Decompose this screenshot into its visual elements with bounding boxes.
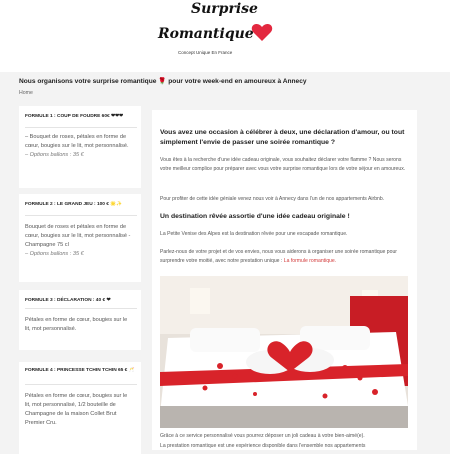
logo-text-line1: Surprise	[191, 1, 258, 17]
divider	[25, 308, 137, 309]
main-content	[152, 110, 417, 450]
formula-card-2	[19, 194, 141, 282]
intro-paragraph: Vous êtes à la recherche d'une idée cadeau originale, vous souhaitez déclarer votre flamme ? Nous serons votre meilleur complice pour préparer avec vous votre surprise romantique lors de votre séjour en amoureux.	[160, 157, 406, 172]
formula-2-description	[25, 223, 133, 259]
logo-text-line2: Romantique	[158, 26, 254, 42]
formule-romantique-link[interactable]: La formule romantique.	[283, 258, 337, 264]
formula-4-text: Pétales en forme de cœur, bougies sur le lit, mot personnalisé, 1/2 bouteille de Champagne de la maison Collet Brut Premier Cru.	[25, 393, 128, 426]
formula-2-option: – Options ballons : 35 €	[25, 251, 84, 257]
formula-4-title: FORMULE 4 : PRINCESSE TCHIN TCHIN 65 € 🥂	[25, 368, 135, 373]
formula-3-description	[25, 316, 133, 334]
formula-3-text: Pétales en forme de cœur, bougies sur le lit, mot personnalisé.	[25, 317, 128, 332]
formula-2-text: Bouquet de roses et pétales en forme de cœur, bougies sur le lit, mot personnalisé - Champagne 75 cl	[25, 224, 131, 248]
site-header	[0, 0, 450, 72]
divider	[25, 127, 137, 128]
formula-1-description	[25, 133, 133, 160]
annecy-paragraph: Pour profiter de cette idée géniale venez nous voir à Annecy dans l'un de nos appartements Airbnb.	[160, 196, 385, 202]
divider	[25, 384, 137, 385]
breadcrumb-home[interactable]: Home	[19, 90, 33, 96]
project-text: Parlez-nous de votre projet et de vos envies, nous vous aiderons à organiser une soirée romantique pour surprendre votre moitié, avec notre prestation unique :	[160, 249, 397, 264]
formula-1-text: – Bouquet de roses, pétales en forme de cœur, bougies sur le lit, mot personnalisé.	[25, 134, 129, 149]
formula-1-option: – Options ballons : 35 €	[25, 152, 84, 158]
formula-1-title: FORMULE 1 : COUP DE FOUDRE 60€ ❤❤❤	[25, 114, 124, 119]
heart-icon	[250, 20, 274, 44]
main-heading: Vous avez une occasion à célébrer à deux, une déclaration d'amour, ou tout simplement l'envie de passer une soirée romantique ?	[160, 129, 405, 146]
project-paragraph	[160, 248, 410, 266]
venise-paragraph: La Petite Venise des Alpes est la destination rêvée pour une escapade romantique.	[160, 231, 348, 237]
logo-tagline: Concept Unique En France	[178, 50, 233, 55]
formula-card-1	[19, 106, 141, 188]
page-title: Nous organisons votre surprise romantique 🌹 pour votre week-end en amoureux à Annecy	[19, 78, 307, 85]
formula-card-3	[19, 290, 141, 350]
formula-3-title: FORMULE 3 : DÉCLARATION : 40 € ❤	[25, 298, 111, 303]
destination-heading: Un destination rêvée assortie d'une idée cadeau originale !	[160, 213, 350, 220]
prestation-paragraph: La prestation romantique est une expérience disponible dans l'ensemble nos appartements	[160, 443, 366, 449]
site-logo[interactable]	[158, 0, 298, 68]
formula-4-description	[25, 392, 133, 428]
bedroom-photo	[160, 276, 408, 428]
formula-2-title: FORMULE 2 : LE GRAND JEU : 100 € 🌟✨	[25, 202, 123, 207]
service-paragraph: Grâce à ce service personnalisé vous pourrez déposer un joli cadeau à votre bien-aimé(e).	[160, 433, 365, 439]
divider	[25, 215, 137, 216]
formula-card-4	[19, 362, 141, 454]
